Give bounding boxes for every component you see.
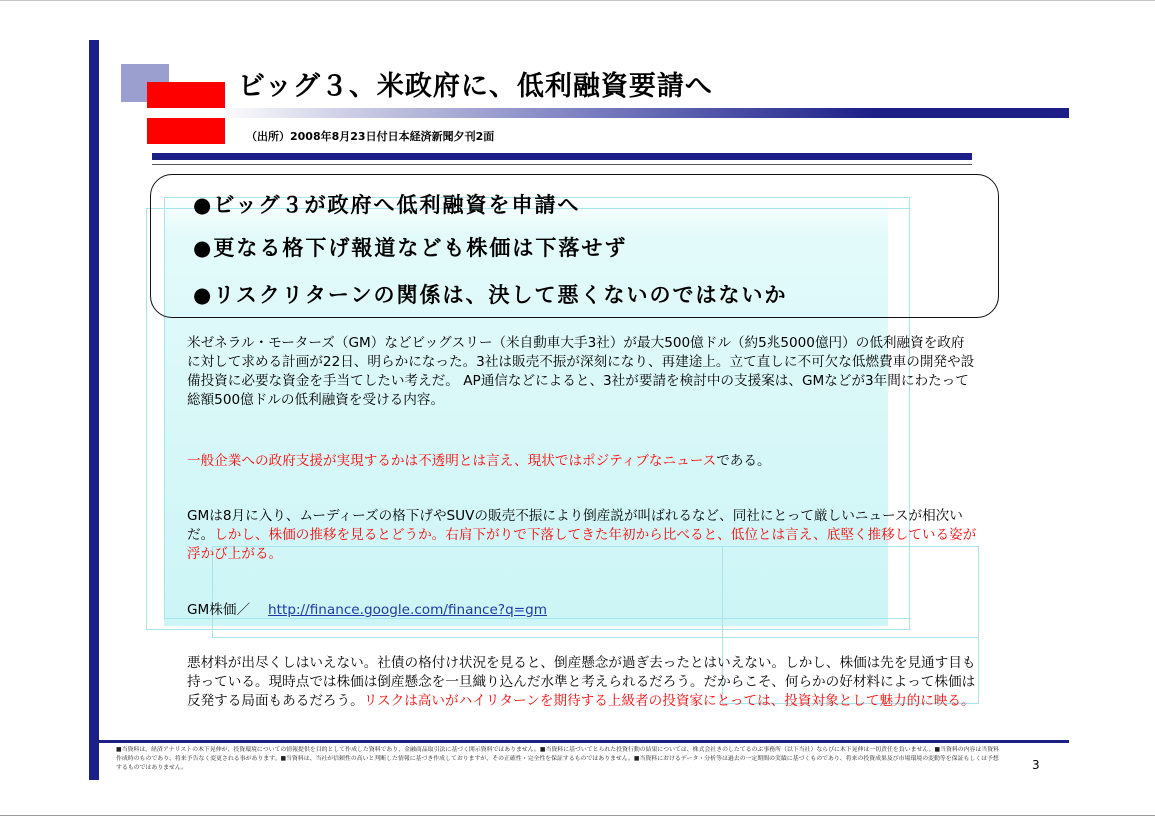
body-paragraph-news: 米ゼネラル・モーターズ（GM）などビッグスリー（米自動車大手3社）が最大500億ドル（約5兆5000億円）の低利融資を政府に対して求める計画が22日、明らかになった。3社は販売不振が深刻になり、再建途上。立て直しに不可欠な低燃費車の開発や設備投資に必要な資金を手当てしたい考えだ。 AP通信などによると、3社が要請を検討中の支援案は、GMなどが3年間にわたって総額500億ドルの低利融資を受ける内容。 <box>187 335 975 408</box>
body-paragraph-conclusion <box>187 654 977 711</box>
header-thin-rule <box>152 164 972 165</box>
body-text: 悪材料が出尽くしはいえない。社債の格付け状況を見ると、倒産懸念が過ぎ去ったとはいえない。しかし、株価は先を見通す目も持っている。現時点では株価は倒産懸念を一旦織り込んだ水準と考えられるだろう。だからこそ、何らかの好材料によって株価は反発する局面もあるだろう。 <box>187 655 976 709</box>
footer-rule <box>99 740 1069 743</box>
body-paragraph-stock <box>187 507 977 564</box>
slide-title: ビッグ３、米政府に、低利融資要請へ <box>238 71 713 102</box>
highlight-text: リスクは高いがハイリターンを期待する上級者の投資家にとっては、投資対象として魅力的に映る。 <box>363 693 975 709</box>
left-accent-bar <box>89 40 99 780</box>
page-bottom-border <box>0 815 1155 816</box>
footer-disclaimer: ■当資料は、経済アナリストの木下晃伸が、投資環境についての情報提供を目的として作成した資料であり、金融商品取引法に基づく開示資料ではありません。■当資料に基づいてとられた投資行動の結果については、株式会社きのしたてるのぶ事務所（以下当社）ならびに木下晃伸は一切責任を負いません。■当資料の内容は当資料作成時のものであり、将来予告なく変更される事があります。■当資料は、当社が信頼性の高いと判断した情報に基づき作成しておりますが、その正確性・完全性を保証するものではありません。■当資料におけるデータ・分析等は過去の一定期間の実績に基づくものであり、将来の投資成果及び市場環境の変動等を保証もしくは予想するものではありません。 <box>116 747 999 771</box>
source-citation: （出所）2008年8月23日付日本経済新聞夕刊2面 <box>246 130 495 143</box>
body-text: である。 <box>716 453 771 469</box>
highlight-text: 一般企業への政府支援が実現するかは不透明とは言え、現状ではポジティブなニュース <box>187 453 717 469</box>
body-text: GMは8月に入り、ムーディーズの格下げやSUVの販売不振により倒産説が叫ばれるなど、同社にとって厳しいニュースが相次いだ。 <box>187 508 963 543</box>
gm-stock-line <box>187 601 977 620</box>
gm-stock-label: GM株価／ <box>187 602 251 618</box>
body-paragraph-positive <box>187 452 977 471</box>
summary-bullet: ●ビッグ３が政府へ低利融資を申請へ <box>193 193 581 217</box>
highlight-text: しかし、株価の推移を見るとどうか。右肩下がりで下落してきた年初から比べると、低位とは言え、底堅く推移している姿が浮かび上がる。 <box>187 527 977 562</box>
title-underline-gradient <box>99 108 1069 118</box>
summary-bullet: ●リスクリターンの関係は、決して悪くないのではないか <box>193 283 788 307</box>
page-top-border <box>0 0 1155 1</box>
page-number: 3 <box>1032 758 1040 772</box>
header-thick-rule <box>152 153 972 160</box>
summary-bullet: ●更なる格下げ報道なども株価は下落せず <box>193 236 628 260</box>
gm-finance-link[interactable]: http://finance.google.com/finance?q=gm <box>268 602 548 618</box>
